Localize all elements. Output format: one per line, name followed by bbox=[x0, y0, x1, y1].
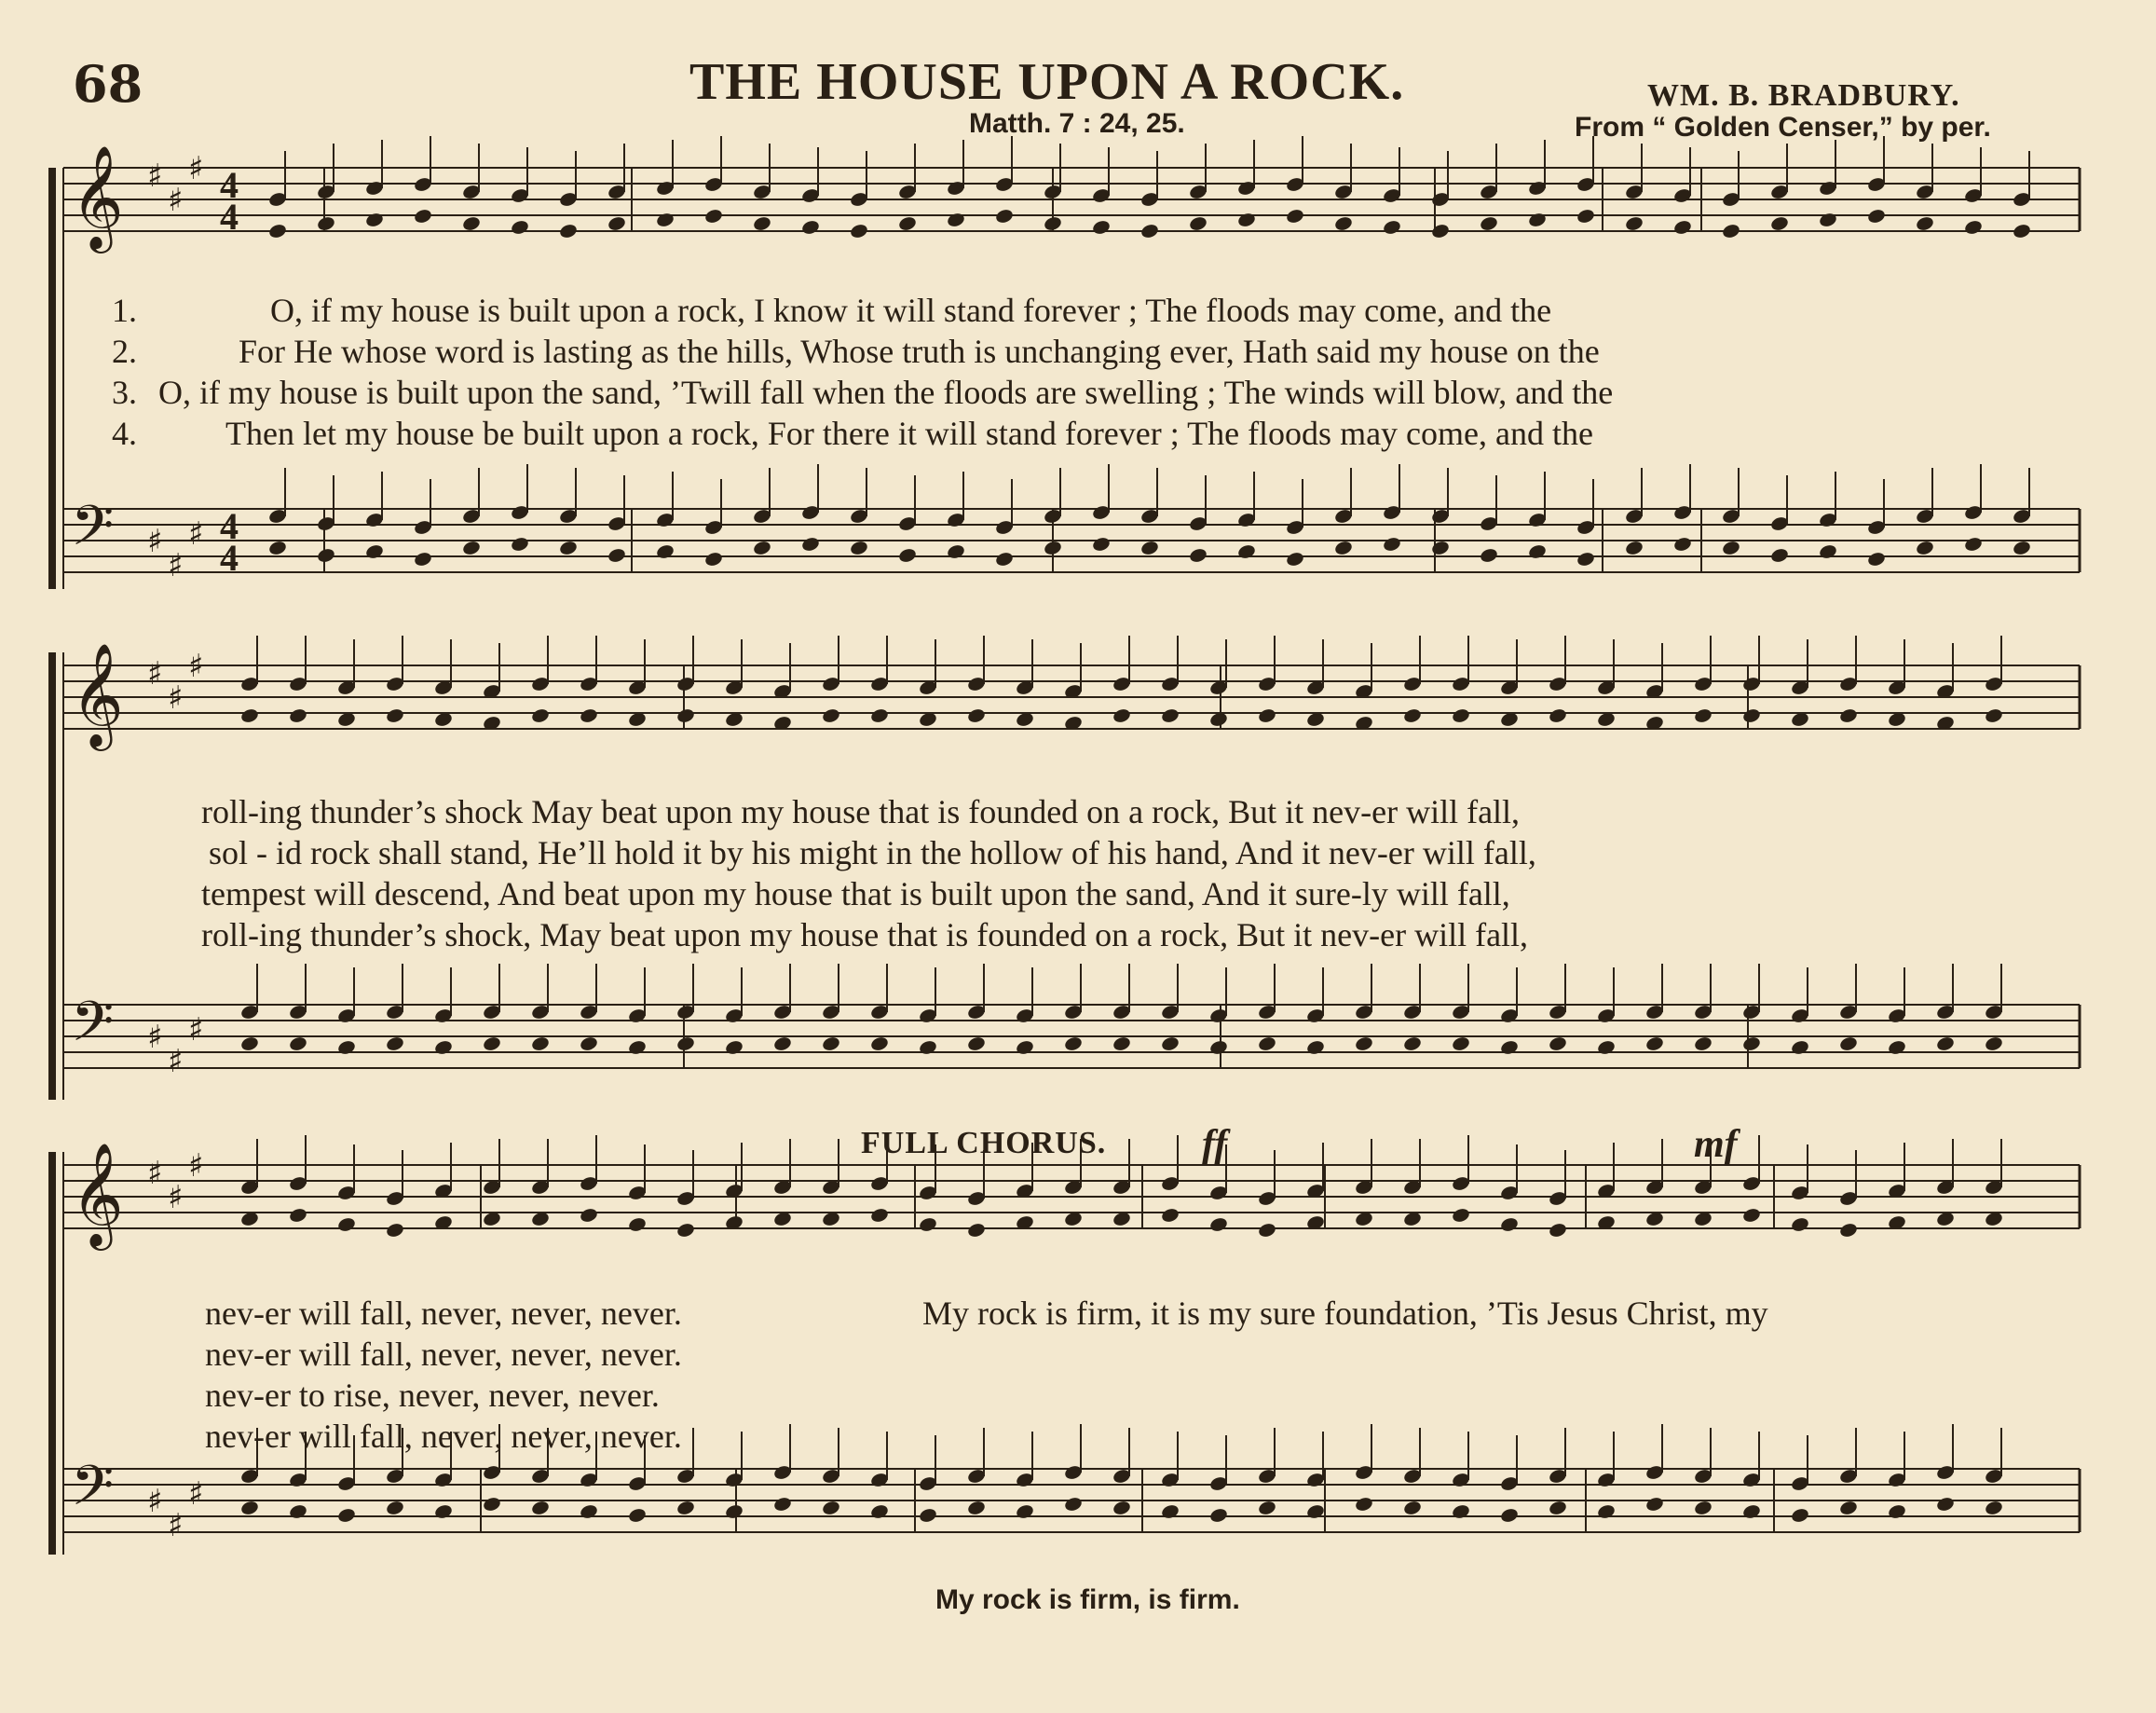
note-head bbox=[627, 1507, 647, 1524]
note-head bbox=[821, 1500, 840, 1516]
note-head bbox=[1741, 1207, 1761, 1224]
note-head bbox=[1499, 1507, 1519, 1524]
note-head bbox=[1596, 1039, 1616, 1056]
note-head bbox=[1333, 215, 1353, 232]
note-head bbox=[607, 547, 626, 564]
note-head bbox=[413, 208, 432, 225]
note-head bbox=[1188, 547, 1208, 564]
note-head bbox=[1576, 551, 1595, 568]
sharp-icon: ♯ bbox=[147, 1483, 163, 1520]
note-head bbox=[703, 208, 723, 225]
sharp-icon: ♯ bbox=[188, 1475, 204, 1513]
note-head bbox=[869, 1207, 889, 1224]
note-head bbox=[1208, 1216, 1228, 1233]
note-head bbox=[1451, 1503, 1470, 1520]
note-head bbox=[239, 1500, 259, 1516]
note-head bbox=[1741, 1503, 1761, 1520]
note-head bbox=[849, 540, 868, 556]
note-head bbox=[1741, 707, 1761, 724]
sharp-icon: ♯ bbox=[168, 679, 184, 717]
note-head bbox=[1430, 223, 1450, 240]
note-head bbox=[1451, 1035, 1470, 1052]
note-head bbox=[336, 1507, 356, 1524]
note-head bbox=[1451, 1207, 1470, 1224]
note-head bbox=[288, 707, 307, 724]
note-head bbox=[1479, 215, 1498, 232]
note-head bbox=[869, 707, 889, 724]
note-head bbox=[336, 1039, 356, 1056]
verse-number: 1. bbox=[112, 292, 137, 329]
note-head bbox=[655, 543, 675, 560]
note-head bbox=[1672, 219, 1692, 236]
note-head bbox=[1548, 1500, 1567, 1516]
note-head bbox=[364, 212, 384, 228]
note-head bbox=[579, 707, 598, 724]
note-head bbox=[385, 1500, 404, 1516]
note-head bbox=[1063, 1496, 1083, 1513]
note-head bbox=[946, 543, 965, 560]
note-head bbox=[1354, 1496, 1373, 1513]
note-head bbox=[1160, 707, 1180, 724]
note-head bbox=[288, 1035, 307, 1052]
note-head bbox=[752, 540, 771, 556]
note-head bbox=[579, 1035, 598, 1052]
note-head bbox=[1866, 551, 1886, 568]
lyric-line: sol - id rock shall stand, He’ll hold it by his might in the hollow of his hand, And it nev-er will fall, bbox=[209, 834, 1536, 871]
note-head bbox=[821, 1035, 840, 1052]
note-head bbox=[675, 1035, 695, 1052]
note-head bbox=[510, 219, 529, 236]
note-head bbox=[675, 1222, 695, 1239]
sharp-icon: ♯ bbox=[188, 1147, 204, 1185]
note-head bbox=[1769, 547, 1789, 564]
page-number: 68 bbox=[73, 54, 143, 114]
time-signature-bottom: 4 bbox=[220, 537, 239, 579]
note-head bbox=[966, 707, 986, 724]
note-head bbox=[1693, 1035, 1713, 1052]
lyric-line: nev-er will fall, never, never, never. bbox=[205, 1336, 682, 1373]
lyric-line: nev-er to rise, never, never, never. bbox=[205, 1377, 660, 1414]
note-head bbox=[1596, 1503, 1616, 1520]
note-head bbox=[1382, 219, 1401, 236]
song-title: THE HOUSE UPON A ROCK. bbox=[689, 53, 1405, 111]
note-head bbox=[1236, 543, 1256, 560]
note-head bbox=[869, 1035, 889, 1052]
note-head bbox=[1112, 707, 1131, 724]
note-head bbox=[897, 547, 917, 564]
note-head bbox=[966, 1035, 986, 1052]
note-head bbox=[1866, 208, 1886, 225]
note-head bbox=[1818, 543, 1837, 560]
note-head bbox=[1015, 1503, 1034, 1520]
bass-clef-icon: 𝄢 bbox=[71, 493, 115, 571]
note-head bbox=[1790, 1039, 1809, 1056]
note-head bbox=[1644, 1496, 1664, 1513]
note-head bbox=[433, 1503, 453, 1520]
lyric-line: nev-er will fall, never, never, never. bbox=[205, 1418, 682, 1455]
lyric-line: roll-ing thunder’s shock May beat upon my house that is founded on a rock, But it nev-er will fall, bbox=[201, 793, 1521, 830]
note-head bbox=[1693, 1500, 1713, 1516]
note-head bbox=[675, 1500, 695, 1516]
note-head bbox=[1887, 1503, 1906, 1520]
note-head bbox=[1741, 1035, 1761, 1052]
bass-clef-icon: 𝄢 bbox=[71, 989, 115, 1067]
sharp-icon: ♯ bbox=[147, 158, 163, 195]
note-head bbox=[1499, 1039, 1519, 1056]
note-head bbox=[946, 212, 965, 228]
note-head bbox=[1548, 707, 1567, 724]
note-head bbox=[1721, 223, 1740, 240]
note-head bbox=[821, 707, 840, 724]
system-2-treble-staff bbox=[63, 636, 2080, 751]
source-credit: From “ Golden Censer,” by per. bbox=[1575, 112, 1991, 143]
note-head bbox=[1160, 1035, 1180, 1052]
note-head bbox=[1451, 707, 1470, 724]
note-head bbox=[994, 208, 1014, 225]
lyric-line: nev-er will fall, never, never, never. bbox=[205, 1295, 682, 1332]
note-head bbox=[461, 540, 481, 556]
lyric-line: O, if my house is built upon the sand, ’Twill fall when the floods are swelling ; The winds will blow, and the bbox=[158, 374, 1614, 411]
note-head bbox=[1838, 1222, 1858, 1239]
note-head bbox=[1015, 1039, 1034, 1056]
note-head bbox=[1527, 212, 1547, 228]
note-head bbox=[1402, 707, 1422, 724]
note-head bbox=[1430, 540, 1450, 556]
note-head bbox=[1305, 1503, 1325, 1520]
note-head bbox=[1935, 1035, 1955, 1052]
note-head bbox=[752, 215, 771, 232]
note-head bbox=[1236, 212, 1256, 228]
note-head bbox=[1624, 540, 1644, 556]
note-head bbox=[1091, 536, 1111, 553]
note-head bbox=[675, 707, 695, 724]
verse-number: 4. bbox=[112, 415, 137, 452]
note-head bbox=[1043, 215, 1062, 232]
chorus-lyric-line: My rock is firm, it is my sure foundation, ’Tis Jesus Christ, my bbox=[922, 1295, 1768, 1332]
note-head bbox=[1769, 215, 1789, 232]
note-head bbox=[1333, 540, 1353, 556]
note-head bbox=[1091, 219, 1111, 236]
section-label: FULL CHORUS. bbox=[861, 1126, 1107, 1160]
note-head bbox=[627, 1039, 647, 1056]
note-head bbox=[1257, 1222, 1276, 1239]
note-head bbox=[1499, 1216, 1519, 1233]
note-head bbox=[530, 707, 550, 724]
note-head bbox=[530, 1500, 550, 1516]
note-head bbox=[627, 1216, 647, 1233]
note-head bbox=[918, 1039, 937, 1056]
verse-number: 2. bbox=[112, 333, 137, 370]
note-head bbox=[1790, 1507, 1809, 1524]
note-head bbox=[385, 1222, 404, 1239]
note-head bbox=[1984, 1500, 2003, 1516]
treble-clef-icon: 𝄞 bbox=[71, 144, 124, 249]
treble-clef-icon: 𝄞 bbox=[71, 642, 124, 747]
note-head bbox=[482, 1496, 501, 1513]
note-head bbox=[1160, 1503, 1180, 1520]
note-head bbox=[1644, 1035, 1664, 1052]
time-signature-bottom: 4 bbox=[220, 196, 239, 238]
treble-clef-icon: 𝄞 bbox=[71, 1142, 124, 1246]
note-head bbox=[1208, 1039, 1228, 1056]
note-head bbox=[1285, 551, 1304, 568]
note-head bbox=[1402, 1500, 1422, 1516]
note-head bbox=[1043, 540, 1062, 556]
note-head bbox=[267, 223, 287, 240]
note-head bbox=[385, 1035, 404, 1052]
note-head bbox=[724, 1039, 744, 1056]
note-head bbox=[1624, 215, 1644, 232]
note-head bbox=[1160, 1207, 1180, 1224]
note-head bbox=[288, 1207, 307, 1224]
note-head bbox=[703, 551, 723, 568]
note-head bbox=[800, 536, 820, 553]
note-head bbox=[607, 215, 626, 232]
note-head bbox=[1915, 540, 1934, 556]
sharp-icon: ♯ bbox=[188, 515, 204, 553]
note-head bbox=[1285, 208, 1304, 225]
dynamic-marking: ff bbox=[1202, 1123, 1228, 1166]
note-head bbox=[994, 551, 1014, 568]
note-head bbox=[772, 1496, 792, 1513]
note-head bbox=[1790, 1216, 1809, 1233]
note-head bbox=[966, 1222, 986, 1239]
lyric-line: roll-ing thunder’s shock, May beat upon my house that is founded on a rock, But it nev-er will fall, bbox=[201, 916, 1529, 953]
note-head bbox=[849, 223, 868, 240]
sharp-icon: ♯ bbox=[168, 547, 184, 584]
lyric-line: O, if my house is built upon a rock, I know it will stand forever ; The floods may come, and the bbox=[270, 292, 1552, 329]
note-head bbox=[461, 215, 481, 232]
note-head bbox=[558, 223, 578, 240]
sharp-icon: ♯ bbox=[188, 648, 204, 685]
sharp-icon: ♯ bbox=[188, 150, 204, 187]
note-head bbox=[1548, 1222, 1567, 1239]
note-head bbox=[918, 1507, 937, 1524]
note-head bbox=[316, 215, 335, 232]
note-head bbox=[1112, 1500, 1131, 1516]
note-head bbox=[579, 1207, 598, 1224]
note-head bbox=[1963, 219, 1983, 236]
note-head bbox=[364, 543, 384, 560]
note-head bbox=[1935, 1496, 1955, 1513]
note-head bbox=[1963, 536, 1983, 553]
note-head bbox=[1984, 707, 2003, 724]
bass-clef-icon: 𝄢 bbox=[71, 1453, 115, 1531]
note-head bbox=[1915, 215, 1934, 232]
note-head bbox=[772, 1035, 792, 1052]
note-head bbox=[316, 547, 335, 564]
note-head bbox=[385, 707, 404, 724]
note-head bbox=[966, 1500, 986, 1516]
note-head bbox=[1693, 707, 1713, 724]
lyric-line: Then let my house be built upon a rock, For there it will stand forever ; The floods may come, and the bbox=[225, 415, 1593, 452]
note-head bbox=[1838, 707, 1858, 724]
note-head bbox=[1527, 543, 1547, 560]
system-2-bass-staff bbox=[63, 964, 2080, 1080]
sharp-icon: ♯ bbox=[147, 1019, 163, 1056]
note-head bbox=[530, 1035, 550, 1052]
note-head bbox=[800, 219, 820, 236]
note-head bbox=[558, 540, 578, 556]
note-head bbox=[1548, 1035, 1567, 1052]
note-head bbox=[1257, 707, 1276, 724]
time-signature-top: 4 bbox=[220, 164, 239, 206]
note-head bbox=[1188, 215, 1208, 232]
time-signature-top: 4 bbox=[220, 505, 239, 547]
note-head bbox=[1305, 1039, 1325, 1056]
note-head bbox=[510, 536, 529, 553]
note-head bbox=[1479, 547, 1498, 564]
note-head bbox=[724, 1503, 744, 1520]
note-head bbox=[2012, 223, 2031, 240]
note-head bbox=[2012, 540, 2031, 556]
note-head bbox=[579, 1503, 598, 1520]
note-head bbox=[1354, 1035, 1373, 1052]
note-head bbox=[1139, 540, 1159, 556]
note-head bbox=[433, 1039, 453, 1056]
sharp-icon: ♯ bbox=[168, 1179, 184, 1216]
sharp-icon: ♯ bbox=[168, 1043, 184, 1080]
note-head bbox=[1838, 1500, 1858, 1516]
note-head bbox=[1112, 1035, 1131, 1052]
note-head bbox=[1139, 223, 1159, 240]
note-head bbox=[1672, 536, 1692, 553]
dynamic-marking: mf bbox=[1694, 1123, 1738, 1166]
note-head bbox=[482, 1035, 501, 1052]
note-head bbox=[1402, 1035, 1422, 1052]
note-head bbox=[1576, 208, 1595, 225]
note-head bbox=[336, 1216, 356, 1233]
composer-credit: WM. B. BRADBURY. bbox=[1647, 78, 1960, 113]
note-head bbox=[1382, 536, 1401, 553]
sharp-icon: ♯ bbox=[147, 1155, 163, 1192]
note-head bbox=[1257, 1500, 1276, 1516]
note-head bbox=[1063, 1035, 1083, 1052]
note-head bbox=[288, 1503, 307, 1520]
note-head bbox=[1208, 1507, 1228, 1524]
note-head bbox=[267, 540, 287, 556]
note-head bbox=[1257, 1035, 1276, 1052]
note-head bbox=[897, 215, 917, 232]
lyric-line: tempest will descend, And beat upon my house that is built upon the sand, And it sure-ly will fall, bbox=[201, 875, 1510, 912]
note-head bbox=[1721, 540, 1740, 556]
note-head bbox=[239, 1035, 259, 1052]
lyric-line: For He whose word is lasting as the hills, Whose truth is unchanging ever, Hath said my house on the bbox=[239, 333, 1600, 370]
sharp-icon: ♯ bbox=[168, 1507, 184, 1544]
note-head bbox=[918, 1216, 937, 1233]
note-head bbox=[1887, 1039, 1906, 1056]
scripture-reference: Matth. 7 : 24, 25. bbox=[969, 108, 1185, 139]
note-head bbox=[655, 212, 675, 228]
footnote-lyric: My rock is firm, is firm. bbox=[935, 1584, 1240, 1615]
system-1-treble-staff bbox=[63, 136, 2080, 254]
note-head bbox=[1984, 1035, 2003, 1052]
verse-number: 3. bbox=[112, 374, 137, 411]
sharp-icon: ♯ bbox=[168, 182, 184, 219]
note-head bbox=[239, 707, 259, 724]
sharp-icon: ♯ bbox=[147, 523, 163, 560]
note-head bbox=[869, 1503, 889, 1520]
note-head bbox=[1838, 1035, 1858, 1052]
system-1-bass-staff bbox=[63, 464, 2080, 584]
note-head bbox=[413, 551, 432, 568]
note-head bbox=[1818, 212, 1837, 228]
sharp-icon: ♯ bbox=[147, 655, 163, 692]
sharp-icon: ♯ bbox=[188, 1011, 204, 1048]
